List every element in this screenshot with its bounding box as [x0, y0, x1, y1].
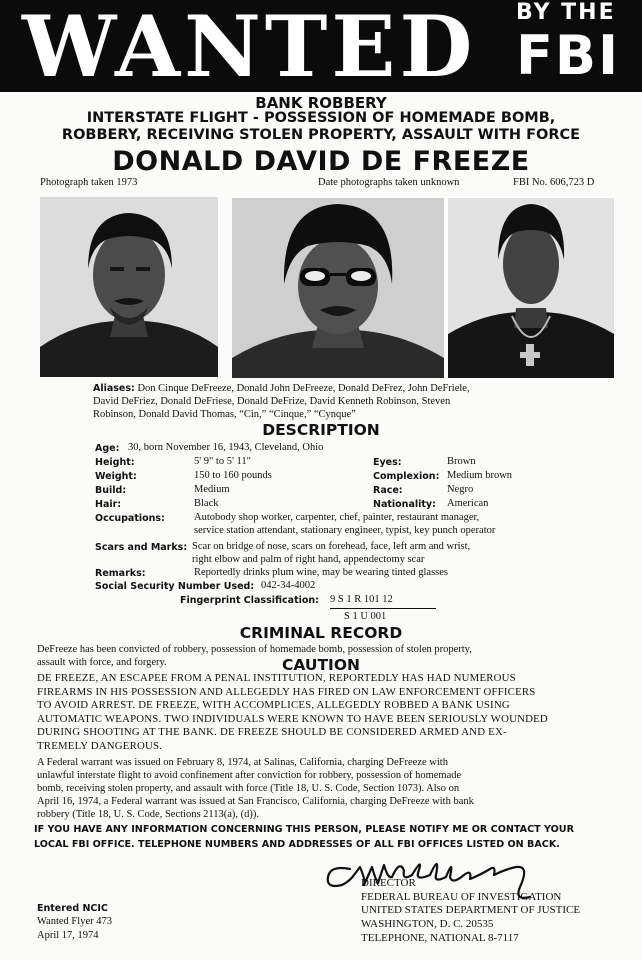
fingerprint-divider: [330, 608, 436, 609]
photo-1: [40, 197, 218, 377]
nationality-value: American: [447, 498, 489, 509]
scars-line-2: right elbow and palm of right hand, appendectomy scar: [192, 554, 425, 565]
entered-ncic: Entered NCIC: [37, 903, 108, 914]
photo-taken-label: Photograph taken 1973: [40, 177, 138, 188]
complexion-label: Complexion:: [373, 471, 440, 482]
occupations-line-2: service station attendant, stationary engineer, typist, key punch operator: [194, 525, 496, 536]
fingerprint-line-1: 9 S 1 R 101 12: [330, 594, 393, 605]
by-the-label: BY THE: [516, 0, 616, 25]
fbi-number: FBI No. 606,723 D: [513, 177, 595, 188]
caution-line-4: AUTOMATIC WEAPONS. TWO INDIVIDUALS WERE KNOWN TO HAVE BEEN SERIOUSLY WOUNDED: [37, 712, 548, 725]
criminal-record-line-1: DeFreeze has been convicted of robbery, possession of homemade bomb, possession of stolen property,: [37, 644, 472, 655]
scars-line-1: Scar on bridge of nose, scars on forehead, face, left arm and wrist,: [192, 541, 471, 552]
photo-2: [232, 198, 444, 378]
wanted-flyer-number: Wanted Flyer 473: [37, 916, 112, 927]
aliases-label: Aliases:: [93, 383, 135, 394]
flyer-date: April 17, 1974: [37, 930, 99, 941]
fingerprint-label: Fingerprint Classification:: [180, 595, 319, 606]
hair-label: Hair:: [95, 499, 122, 510]
photo-date-unknown-label: Date photographs taken unknown: [318, 177, 460, 188]
caution-text: [37, 672, 617, 754]
build-label: Build:: [95, 485, 127, 496]
complexion-value: Medium brown: [447, 470, 513, 481]
wanted-title: WANTED: [22, 0, 477, 96]
aliases-line-1: Don Cinque DeFreeze, Donald John DeFreeze, Donald DeFrez, John DeFriele,: [137, 383, 470, 394]
director-line-4: TELEPHONE, NATIONAL 8-7117: [361, 932, 519, 944]
remarks-label: Remarks:: [95, 568, 146, 579]
notice-line-2: LOCAL FBI OFFICE. TELEPHONE NUMBERS AND ADDRESSES OF ALL FBI OFFICES LISTED ON BACK.: [34, 839, 560, 850]
scars-label: Scars and Marks:: [95, 542, 188, 553]
ssn-value: 042-34-4002: [261, 580, 316, 591]
aliases-line-3: Robinson, Donald David Thomas, “Cin,” “Cinque,” “Cynque”: [93, 409, 356, 421]
caution-line-1: DE FREEZE, AN ESCAPEE FROM A PENAL INSTITUTION, REPORTEDLY HAS HAD NUMEROUS: [37, 672, 516, 684]
fingerprint-line-2: S 1 U 001: [344, 611, 387, 622]
age-value: 30, born November 16, 1943, Cleveland, Ohio: [128, 442, 324, 453]
caution-heading: CAUTION: [282, 656, 360, 674]
warrant-line-5: robbery (Title 18, U. S. Code, Sections 2113(a), (d)).: [37, 809, 260, 820]
age-label: Age:: [95, 443, 120, 454]
occupations-label: Occupations:: [95, 513, 165, 524]
race-label: Race:: [373, 485, 403, 496]
height-label: Height:: [95, 457, 135, 468]
photo-3: [448, 198, 614, 378]
director-line-2: UNITED STATES DEPARTMENT OF JUSTICE: [361, 904, 581, 916]
weight-label: Weight:: [95, 471, 137, 482]
warrant-line-3: bomb, receiving stolen property, and assault with force (Title 18, U. S. Code, Section 1073). Also on: [37, 783, 460, 794]
crime-line-2: INTERSTATE FLIGHT - POSSESSION OF HOMEMADE BOMB,: [86, 110, 556, 126]
remarks-value: Reportedly drinks plum wine, may be wearing tinted glasses: [194, 567, 448, 578]
caution-line-2: FIREARMS IN HIS POSSESSION AND ALLEGEDLY HAS FIRED ON LAW ENFORCEMENT OFFICERS: [37, 685, 536, 698]
director-title: DIRECTOR: [361, 877, 416, 889]
notice-line-1: IF YOU HAVE ANY INFORMATION CONCERNING THIS PERSON, PLEASE NOTIFY ME OR CONTACT YOUR: [34, 824, 574, 835]
criminal-record-heading: CRIMINAL RECORD: [239, 624, 403, 642]
caution-line-3: TO AVOID ARREST. DE FREEZE, WITH ACCOMPLICES, ALLEGEDLY ROBBED A BANK USING: [37, 699, 510, 712]
aliases-line-2: David DeFriez, Donald DeFriese, Donald DeFrize, David Kenneth Robinson, Steven: [93, 396, 451, 408]
crime-line-3: ROBBERY, RECEIVING STOLEN PROPERTY, ASSAULT WITH FORCE: [61, 127, 581, 143]
crime-line-1: BANK ROBBERY: [255, 94, 387, 112]
caution-line-5: DURING SHOOTING AT THE BANK. DE FREEZE SHOULD BE CONSIDERED ARMED AND EX-: [37, 726, 507, 739]
subject-name: DONALD DAVID DE FREEZE: [112, 146, 530, 177]
occupations-line-1: Autobody shop worker, carpenter, chef, painter, restaurant manager,: [194, 512, 480, 523]
weight-value: 150 to 160 pounds: [194, 470, 272, 481]
hair-value: Black: [194, 498, 219, 509]
director-line-1: FEDERAL BUREAU OF INVESTIGATION: [361, 891, 562, 903]
criminal-record-line-2: assault with force, and forgery.: [37, 657, 167, 668]
warrant-text: [37, 756, 617, 821]
eyes-value: Brown: [447, 456, 476, 467]
warrant-line-4: April 16, 1974, a Federal warrant was issued at San Francisco, California, charging DeFreeze with bank: [37, 796, 474, 807]
header-banner: [0, 0, 642, 96]
aliases-block: [93, 382, 613, 422]
race-value: Negro: [447, 484, 474, 495]
build-value: Medium: [194, 484, 230, 495]
caution-line-6: TREMELY DANGEROUS.: [37, 739, 163, 752]
fbi-label: FBI: [516, 24, 621, 87]
height-value: 5' 9" to 5' 11": [194, 456, 251, 467]
warrant-line-1: A Federal warrant was issued on February 8, 1974, at Salinas, California, charging DeFreeze with: [37, 757, 448, 768]
warrant-line-2: unlawful interstate flight to avoid confinement after conviction for robbery, possession of homemade: [37, 770, 462, 781]
eyes-label: Eyes:: [373, 457, 402, 468]
description-heading: DESCRIPTION: [262, 421, 380, 439]
nationality-label: Nationality:: [373, 499, 436, 510]
director-line-3: WASHINGTON, D. C. 20535: [361, 918, 494, 930]
ssn-label: Social Security Number Used:: [95, 581, 255, 592]
